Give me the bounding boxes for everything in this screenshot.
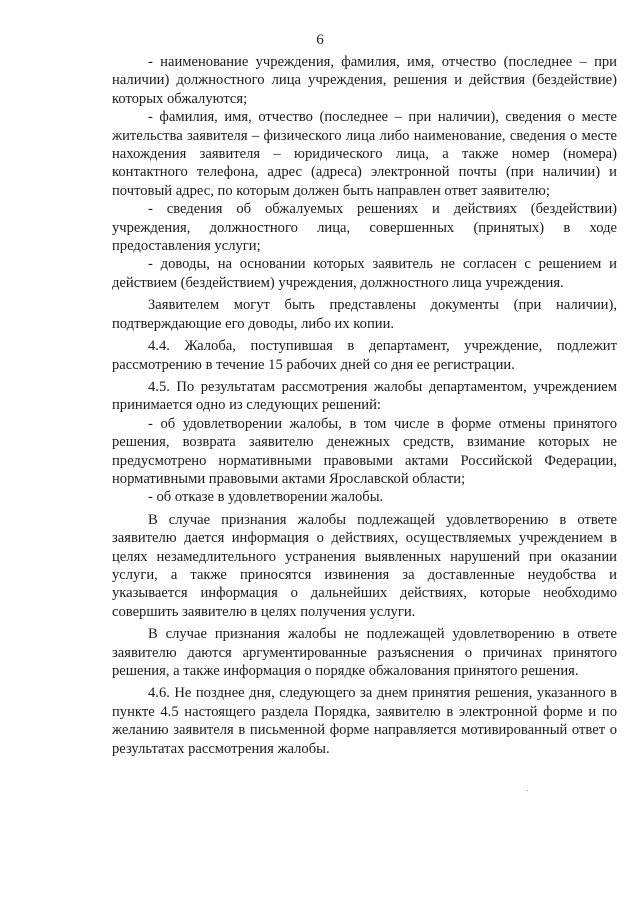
paragraph-appealed-decisions: - сведения об обжалуемых решениях и действиях (бездействии) учреждения, должностного лица, совершенных (принятых) в ходе предоставления услуги; — [112, 201, 617, 255]
paragraph-applicant-details: - фамилия, имя, отчество (последнее – при наличии), сведения о месте жительства заявителя – физического лица либо наименование, сведения о месте нахождения заявителя – юридического лица, а также номер (номера) контактного телефона, адрес (адреса) электронной почты (при наличии) и почтовый адрес, по которым должен быть направлен ответ заявителю; — [112, 109, 617, 199]
paragraph-complaint-satisfied: В случае признания жалобы подлежащей удовлетворению в ответе заявителю дается информация о действиях, осуществляемых учреждением в целях незамедлительного устранения выявленных нарушений при оказании услуги, а также приносятся извинения за доставленные неудобства и указывается информация о дальнейших действиях, которые необходимо совершить заявителю в целях получения услуги. — [112, 511, 617, 620]
paragraph-section-4-4: 4.4. Жалоба, поступившая в департамент, учреждение, подлежит рассмотрению в течение 15 рабочих дней со дня ее регистрации. — [112, 338, 617, 373]
scan-artifact — [527, 790, 528, 791]
paragraph-decision-refuse: - об отказе в удовлетворении жалобы. — [148, 489, 384, 506]
paragraph-supporting-documents: Заявителем могут быть представлены документы (при наличии), подтверждающие его доводы, либо их копии. — [112, 297, 617, 332]
paragraph-complaint-rejected: В случае признания жалобы не подлежащей удовлетворению в ответе заявителю даются аргументированные разъяснения о причинах принятого решения, а также информация о порядке обжалования принятого решения. — [112, 626, 617, 679]
paragraph-section-4-5: 4.5. По результатам рассмотрения жалобы департаментом, учреждением принимается одно из следующих решений: — [112, 378, 617, 414]
paragraph-decision-satisfy: - об удовлетворении жалобы, в том числе в форме отмены принятого решения, возврата заявителю денежных средств, взимание которых не предусмотрено нормативными правовыми актами Российской Федерации, нормативными правовыми актами Ярославской области; — [112, 415, 617, 487]
paragraph-section-4-6: 4.6. Не позднее дня, следующего за днем принятия решения, указанного в пункте 4.5 настоящего раздела Порядка, заявителю в электронной форме и по желанию заявителя в письменной форме направляется мотивированный ответ о результатах рассмотрения жалобы. — [112, 685, 617, 757]
document-body — [112, 53, 617, 758]
paragraph-arguments: - доводы, на основании которых заявитель не согласен с решением и действием (бездействием) учреждения, должностного лица учреждения. — [112, 256, 617, 291]
paragraph-complaint-subject: - наименование учреждения, фамилия, имя, отчество (последнее – при наличии) должностного лица учреждения, решения и действия (бездействие) которых обжалуются; — [112, 54, 617, 107]
page-number: 6 — [316, 32, 324, 48]
